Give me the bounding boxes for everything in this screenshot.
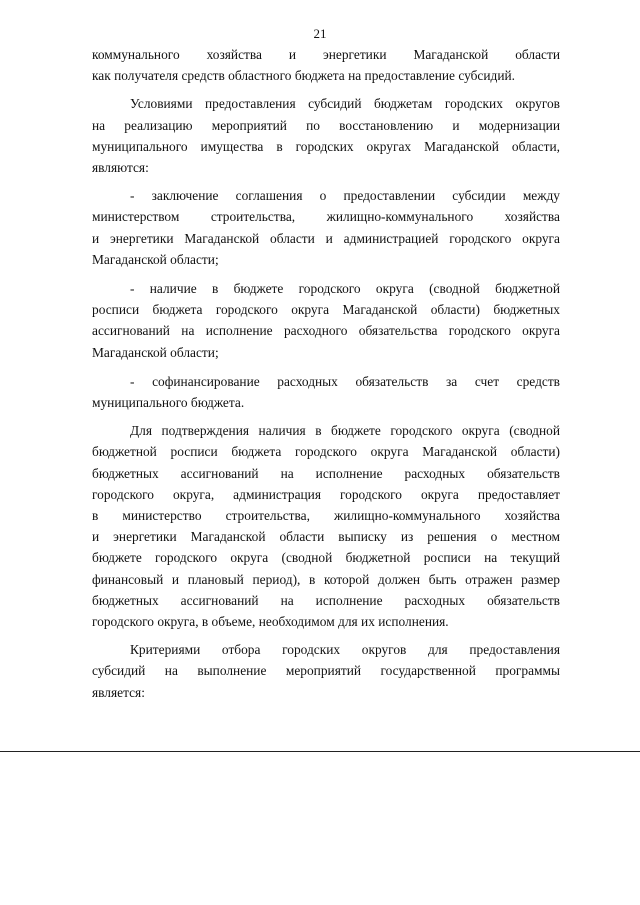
text-line: бюджетных ассигнований на исполнение расходных обязательств: [92, 592, 560, 608]
footer-divider: [0, 751, 640, 752]
text-line: на реализацию мероприятий по восстановлению и модернизации: [92, 117, 560, 133]
document-body: [92, 44, 560, 703]
text-line: Для подтверждения наличия в бюджете городского округа (сводной: [130, 423, 560, 439]
text-line: муниципального бюджета.: [92, 395, 245, 411]
text-line: субсидий на выполнение мероприятий государственной программы: [92, 663, 560, 679]
page-number: 21: [313, 26, 327, 41]
text-line: росписи бюджета городского округа Магаданской области) бюджетных: [92, 302, 560, 318]
text-line: бюджетной росписи бюджета городского округа Магаданской области): [92, 444, 560, 460]
text-line: муниципального имущества в городских округах Магаданской области,: [92, 138, 560, 154]
text-line: является:: [92, 684, 145, 700]
text-line: бюджетных ассигнований на исполнение расходных обязательств: [92, 465, 560, 481]
text-line: городского округа, администрация городского округа предоставляет: [92, 486, 560, 502]
text-line: ассигнований на исполнение расходного обязательства городского округа: [92, 323, 560, 339]
text-line: Магаданской области;: [92, 251, 219, 267]
text-line: коммунального хозяйства и энергетики Магаданской области: [92, 47, 560, 62]
text-line: финансовый и плановый период), в которой должен быть отражен размер: [92, 571, 560, 587]
list-item-line: - софинансирование расходных обязательств за счет средств: [130, 373, 560, 389]
text-line: как получателя средств областного бюджета на предоставление субсидий.: [92, 68, 516, 84]
text-line: министерством строительства, жилищно-коммунального хозяйства: [92, 209, 560, 225]
text-line: в министерство строительства, жилищно-коммунального хозяйства: [92, 508, 560, 524]
text-line: и энергетики Магаданской области и администрацией городского округа: [92, 230, 560, 246]
list-item-line: - заключение соглашения о предоставлении субсидии между: [130, 188, 560, 204]
text-line: Критериями отбора городских округов для предоставления: [130, 642, 560, 658]
text-line: бюджете городского округа (сводной бюджетной росписи на текущий: [92, 550, 560, 566]
text-line: Магаданской области;: [92, 344, 219, 360]
text-line: Условиями предоставления субсидий бюджетам городских округов: [130, 96, 560, 112]
list-item-line: - наличие в бюджете городского округа (сводной бюджетной: [130, 281, 560, 297]
text-line: и энергетики Магаданской области выписку из решения о местном: [92, 529, 560, 545]
text-line: являются:: [92, 160, 149, 176]
text-line: городского округа, в объеме, необходимом для их исполнения.: [92, 614, 449, 630]
